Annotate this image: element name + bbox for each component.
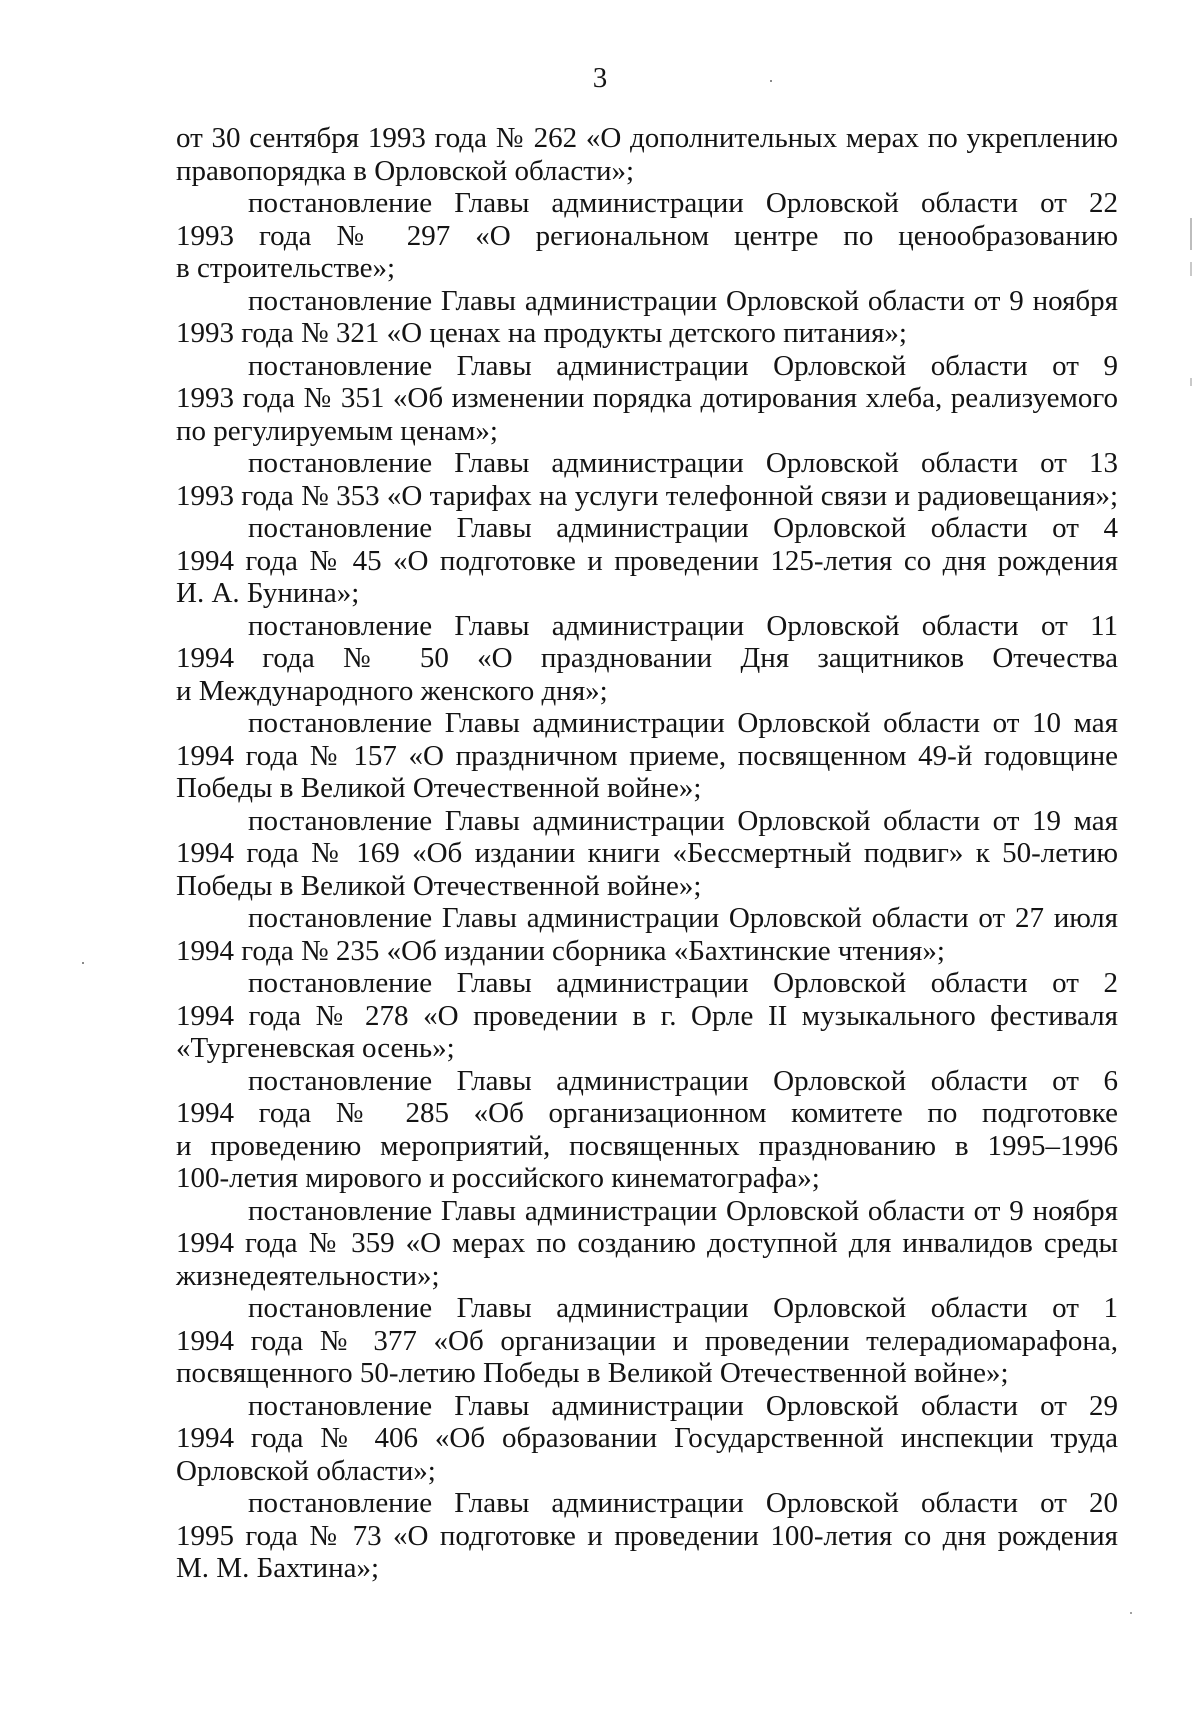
- text-line: по регулируемым ценам»;: [176, 414, 498, 447]
- text-line: от 30 сентября 1993 года № 262 «О дополнительных мерах по укреплению: [176, 122, 1118, 154]
- text-line: 1994 года № 157 «О праздничном приеме, посвященном 49-й годовщине: [176, 739, 1118, 772]
- paragraph-first-line: постановление Главы администрации Орловской области от 4: [248, 512, 1118, 544]
- text-line: 1993 года № 297 «О региональном центре по ценообразованию: [176, 219, 1118, 252]
- text-line: 1994 года № 169 «Об издании книги «Бессмертный подвиг» к 50-летию: [176, 837, 1118, 869]
- paragraph-first-line: постановление Главы администрации Орловской области от 6: [248, 1064, 1118, 1097]
- text-line: посвященного 50-летию Победы в Великой Отечественной войне»;: [176, 1357, 1009, 1389]
- text-line: 1994 года № 377 «Об организации и проведении телерадиомарафона,: [176, 1324, 1118, 1357]
- text-line: М. М. Бахтина»;: [176, 1552, 380, 1584]
- paragraph-first-line: постановление Главы администрации Орловской области от 22: [248, 187, 1118, 219]
- document-body: [176, 122, 1118, 1585]
- text-line: И. А. Бунина»;: [176, 577, 360, 609]
- paragraph-first-line: постановление Главы администрации Орловской области от 9 ноября: [248, 284, 1118, 317]
- text-line: 1993 года № 321 «О ценах на продукты детского питания»;: [176, 317, 907, 349]
- scan-speck: [770, 80, 772, 82]
- text-line: правопорядка в Орловской области»;: [176, 154, 635, 187]
- paragraph-first-line: постановление Главы администрации Орловской области от 20: [248, 1487, 1118, 1519]
- text-line: «Тургеневская осень»;: [176, 1032, 455, 1064]
- text-line: и проведению мероприятий, посвященных празднованию в 1995–1996: [176, 1129, 1118, 1162]
- text-line: Орловской области»;: [176, 1454, 436, 1487]
- scan-speck: [1190, 378, 1192, 386]
- text-line: 100-летия мирового и российского кинематографа»;: [176, 1162, 820, 1194]
- scan-speck: [1190, 218, 1192, 250]
- text-line: 1993 года № 351 «Об изменении порядка дотирования хлеба, реализуемого: [176, 382, 1118, 414]
- paragraph-first-line: постановление Главы администрации Орловской области от 13: [248, 447, 1118, 479]
- page-number: 3: [592, 62, 608, 94]
- paragraph-first-line: постановление Главы администрации Орловской области от 10 мая: [248, 707, 1118, 739]
- text-line: 1994 года № 406 «Об образовании Государственной инспекции труда: [176, 1422, 1118, 1454]
- paragraph-first-line: постановление Главы администрации Орловской области от 27 июля: [248, 902, 1118, 934]
- text-line: 1994 года № 235 «Об издании сборника «Бахтинские чтения»;: [176, 934, 945, 967]
- text-line: 1993 года № 353 «О тарифах на услуги телефонной связи и радиовещания»;: [176, 479, 1118, 512]
- text-line: 1994 года № 285 «Об организационном комитете по подготовке: [176, 1097, 1118, 1129]
- text-line: Победы в Великой Отечественной войне»;: [176, 869, 702, 902]
- paragraph-first-line: постановление Главы администрации Орловской области от 9: [248, 349, 1118, 382]
- text-line: 1994 года № 359 «О мерах по созданию доступной для инвалидов среды: [176, 1227, 1118, 1259]
- text-line: в строительстве»;: [176, 252, 396, 284]
- text-line: 1994 года № 45 «О подготовке и проведении 125-летия со дня рождения: [176, 544, 1118, 577]
- scan-speck: [1130, 1612, 1132, 1614]
- paragraph-first-line: постановление Главы администрации Орловской области от 29: [248, 1389, 1118, 1422]
- scan-speck: [1190, 262, 1192, 276]
- paragraph-first-line: постановление Главы администрации Орловской области от 19 мая: [248, 804, 1118, 837]
- paragraph-first-line: постановление Главы администрации Орловской области от 2: [248, 967, 1118, 999]
- paragraph-first-line: постановление Главы администрации Орловской области от 9 ноября: [248, 1194, 1118, 1227]
- text-line: и Международного женского дня»;: [176, 674, 608, 707]
- text-line: 1995 года № 73 «О подготовке и проведении 100-летия со дня рождения: [176, 1519, 1118, 1552]
- paragraph-first-line: постановление Главы администрации Орловской области от 1: [248, 1292, 1118, 1324]
- scan-speck: [82, 962, 84, 964]
- text-line: жизнедеятельности»;: [176, 1259, 440, 1292]
- text-line: 1994 года № 50 «О праздновании Дня защитников Отечества: [176, 642, 1118, 674]
- text-line: 1994 года № 278 «О проведении в г. Орле II музыкального фестиваля: [176, 999, 1118, 1032]
- paragraph-first-line: постановление Главы администрации Орловской области от 11: [248, 609, 1118, 642]
- text-line: Победы в Великой Отечественной войне»;: [176, 772, 702, 804]
